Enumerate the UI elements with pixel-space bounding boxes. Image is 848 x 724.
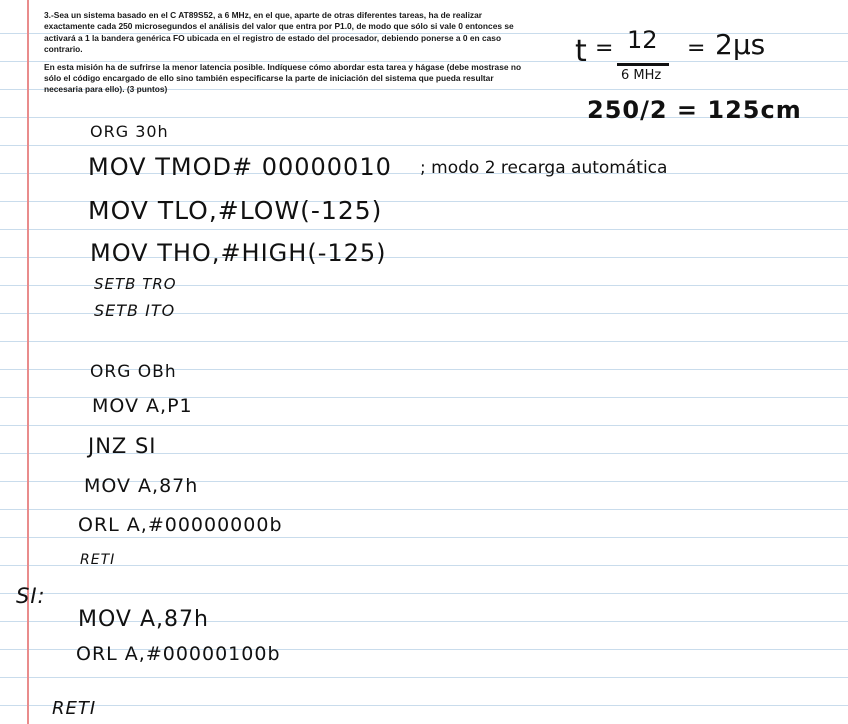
question-paragraph-2: En esta misión ha de sufrirse la menor latencia posible. Indíquese cómo abordar esta tarea y hágase (debe mostrase no sólo el código encargado de ello sino también especificarse la parte de iniciación del sistema que pueda resultar necesaria para ello). (3 puntos) xyxy=(44,61,522,95)
fraction-bar xyxy=(617,63,669,66)
calc-denominator: 6 MHz xyxy=(621,68,662,83)
calc-equals-2: = xyxy=(687,36,706,61)
code-line: ORL A,#00000100b xyxy=(76,643,281,665)
exam-question xyxy=(44,10,524,102)
code-line: MOV TMOD# 00000010 xyxy=(88,153,392,181)
calc-numerator: 12 xyxy=(627,26,658,54)
code-line: MOV A,87h xyxy=(84,475,199,497)
code-line: RETI xyxy=(52,698,97,719)
calc-lhs: t xyxy=(575,34,587,69)
code-line: MOV TLO,#LOW(-125) xyxy=(88,196,383,225)
calc-equals-1: = xyxy=(595,36,614,61)
code-line: ORG OBh xyxy=(90,362,177,382)
code-line: RETI xyxy=(80,552,116,568)
code-line: ORL A,#00000000b xyxy=(78,514,283,536)
code-comment: ; modo 2 recarga automática xyxy=(420,158,668,178)
margin-line xyxy=(27,0,29,724)
division-calculation: 250/2 = 125cm xyxy=(587,96,802,124)
code-line: JNZ SI xyxy=(88,434,157,458)
code-line: MOV A,P1 xyxy=(92,395,193,417)
code-line: SETB TRO xyxy=(94,275,177,293)
code-label: SI: xyxy=(16,584,46,608)
code-line: MOV A,87h xyxy=(78,607,209,632)
code-line: MOV THO,#HIGH(-125) xyxy=(90,239,387,267)
period-calculation xyxy=(575,26,805,88)
question-paragraph-1: 3.-Sea un sistema basado en el C AT89S52, a 6 MHz, en el que, aparte de otras diferentes tareas, ha de realizar exactamente cada 250 microsegundos el análisis del valor que entra por P1.0, de modo que sólo si vale 0 entonces se activará a 1 la bandera genérica FO ubicada en el registro de estado del procesador, debiendo ponerse a 0 en caso contrario. xyxy=(44,10,514,55)
calc-result: 2μs xyxy=(715,28,766,61)
code-line: SETB ITO xyxy=(94,301,176,320)
code-line: ORG 30h xyxy=(90,122,169,141)
